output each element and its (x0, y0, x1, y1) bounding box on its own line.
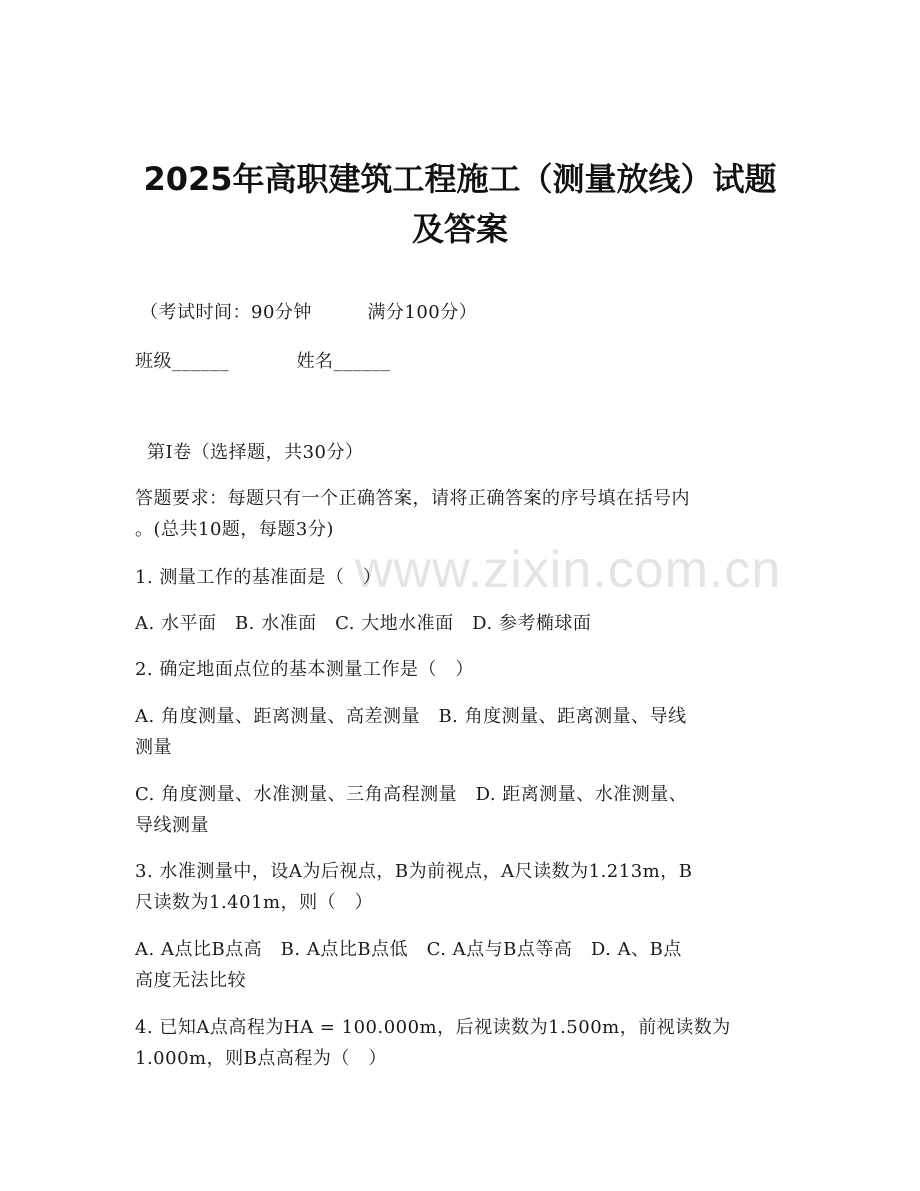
section-heading: 第Ⅰ卷（选择题，共30分） (147, 442, 364, 463)
question-3-stem-line-2: 尺读数为1.401m，则（ ） (135, 892, 374, 913)
exam-time-info: （考试时间：90分钟 满分100分） (140, 302, 478, 323)
watermark: www.zixin.com.cn (355, 541, 782, 599)
question-3-options-line-2: 高度无法比较 (135, 970, 246, 991)
instructions-line-2: 。(总共10题，每题3分) (135, 519, 334, 540)
instructions-line-1: 答题要求：每题只有一个正确答案，请将正确答案的序号填在括号内 (135, 488, 690, 509)
question-2-options-line-1: A. 角度测量、距离测量、高差测量 B. 角度测量、距离测量、导线 (135, 706, 687, 727)
question-1-stem: 1. 测量工作的基准面是（ ） (135, 567, 382, 588)
question-2-options-line-4: 导线测量 (135, 815, 209, 836)
document-title-line-2: 及答案 (411, 210, 508, 248)
document-title-line-1: 2025年高职建筑工程施工（测量放线）试题 (143, 160, 777, 198)
student-info-row (135, 347, 795, 377)
question-4-stem-line-2: 1.000m，则B点高程为（ ） (135, 1048, 387, 1069)
question-2-options-line-2: 测量 (135, 737, 172, 758)
question-3-options-line-1: A. A点比B点高 B. A点比B点低 C. A点与B点等高 D. A、B点 (135, 939, 682, 960)
question-4-stem-line-1: 4. 已知A点高程为HA = 100.000m，后视读数为1.500m，前视读数为 (135, 1017, 731, 1038)
name-field-label: 姓名______ (296, 351, 391, 372)
question-1-options: A. 水平面 B. 水准面 C. 大地水准面 D. 参考椭球面 (135, 613, 592, 634)
class-field-label: 班级______ (135, 351, 229, 372)
question-2-stem: 2. 确定地面点位的基本测量工作是（ ） (135, 659, 474, 680)
question-3-stem-line-1: 3. 水准测量中，设A为后视点，B为前视点，A尺读数为1.213m，B (135, 861, 693, 882)
question-2-options-line-3: C. 角度测量、水准测量、三角高程测量 D. 距离测量、水准测量、 (135, 784, 688, 805)
